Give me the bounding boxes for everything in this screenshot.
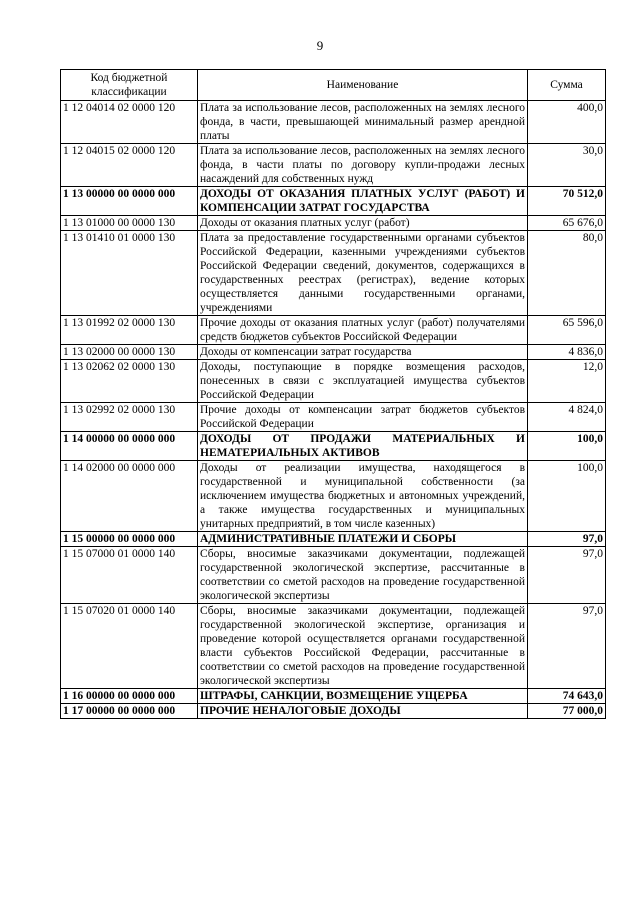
table-row: [61, 360, 606, 403]
row-name: Доходы от реализации имущества, находящегося в государственной и муниципальной собственности (за исключением имущества бюджетных и автономных учреждений, а также имущества государственных и муниципальных унитарных предприятий, в том числе казенных): [198, 461, 528, 532]
header-sum: Сумма: [528, 70, 606, 101]
header-code: Код бюджетной классификации: [61, 70, 198, 101]
table-row: [61, 604, 606, 689]
row-sum: 65 676,0: [528, 216, 606, 231]
row-code: 1 14 00000 00 0000 000: [61, 432, 198, 461]
table-row: [61, 547, 606, 604]
row-name: ПРОЧИЕ НЕНАЛОГОВЫЕ ДОХОДЫ: [198, 704, 528, 719]
table-row: [61, 316, 606, 345]
table-row: [61, 345, 606, 360]
row-sum: 100,0: [528, 432, 606, 461]
row-code: 1 13 02992 02 0000 130: [61, 403, 198, 432]
row-code: 1 13 01410 01 0000 130: [61, 231, 198, 316]
table-row: [61, 144, 606, 187]
row-code: 1 15 07020 01 0000 140: [61, 604, 198, 689]
row-sum: 400,0: [528, 101, 606, 144]
row-name: ШТРАФЫ, САНКЦИИ, ВОЗМЕЩЕНИЕ УЩЕРБА: [198, 689, 528, 704]
table-header-row: [61, 70, 606, 101]
row-sum: 70 512,0: [528, 187, 606, 216]
row-sum: 30,0: [528, 144, 606, 187]
row-sum: 4 824,0: [528, 403, 606, 432]
row-sum: 74 643,0: [528, 689, 606, 704]
row-sum: 100,0: [528, 461, 606, 532]
row-code: 1 17 00000 00 0000 000: [61, 704, 198, 719]
row-sum: 80,0: [528, 231, 606, 316]
row-name: Доходы, поступающие в порядке возмещения расходов, понесенных в связи с эксплуатацией имущества субъектов Российской Федерации: [198, 360, 528, 403]
table-row: [61, 187, 606, 216]
row-code: 1 15 07000 01 0000 140: [61, 547, 198, 604]
budget-table: [60, 69, 606, 719]
row-name: ДОХОДЫ ОТ ПРОДАЖИ МАТЕРИАЛЬНЫХ И НЕМАТЕРИАЛЬНЫХ АКТИВОВ: [198, 432, 528, 461]
row-sum: 77 000,0: [528, 704, 606, 719]
row-sum: 97,0: [528, 547, 606, 604]
row-code: 1 13 00000 00 0000 000: [61, 187, 198, 216]
row-name: Прочие доходы от оказания платных услуг (работ) получателями средств бюджетов субъектов Российской Федерации: [198, 316, 528, 345]
row-sum: 97,0: [528, 532, 606, 547]
row-code: 1 12 04014 02 0000 120: [61, 101, 198, 144]
table-row: [61, 216, 606, 231]
row-code: 1 16 00000 00 0000 000: [61, 689, 198, 704]
table-row: [61, 403, 606, 432]
row-name: АДМИНИСТРАТИВНЫЕ ПЛАТЕЖИ И СБОРЫ: [198, 532, 528, 547]
table-row: [61, 461, 606, 532]
row-sum: 4 836,0: [528, 345, 606, 360]
row-name: Доходы от компенсации затрат государства: [198, 345, 528, 360]
row-sum: 12,0: [528, 360, 606, 403]
row-sum: 65 596,0: [528, 316, 606, 345]
table-row: [61, 101, 606, 144]
table-row: [61, 432, 606, 461]
table-row: [61, 532, 606, 547]
row-sum: 97,0: [528, 604, 606, 689]
row-code: 1 12 04015 02 0000 120: [61, 144, 198, 187]
table-row: [61, 231, 606, 316]
row-name: Сборы, вносимые заказчиками документации, подлежащей государственной экологической экспертизе, рассчитанные в соответствии со сметой расходов на проведение государственной экологической экспертизы: [198, 547, 528, 604]
row-code: 1 14 02000 00 0000 000: [61, 461, 198, 532]
row-code: 1 13 02062 02 0000 130: [61, 360, 198, 403]
row-name: Плата за использование лесов, расположенных на землях лесного фонда, в части, превышающей минимальный размер арендной платы: [198, 101, 528, 144]
row-code: 1 13 02000 00 0000 130: [61, 345, 198, 360]
row-name: ДОХОДЫ ОТ ОКАЗАНИЯ ПЛАТНЫХ УСЛУГ (РАБОТ) И КОМПЕНСАЦИИ ЗАТРАТ ГОСУДАРСТВА: [198, 187, 528, 216]
header-name: Наименование: [198, 70, 528, 101]
row-name: Плата за использование лесов, расположенных на землях лесного фонда, в части платы по договору купли-продажи лесных насаждений для собственных нужд: [198, 144, 528, 187]
row-code: 1 13 01992 02 0000 130: [61, 316, 198, 345]
table-row: [61, 704, 606, 719]
row-name: Прочие доходы от компенсации затрат бюджетов субъектов Российской Федерации: [198, 403, 528, 432]
row-name: Сборы, вносимые заказчиками документации, подлежащей государственной экологической экспертизе, организация и проведение которой осуществляется органами государственной власти субъектов Российской Федерации, рассчитанные в соответствии со сметой расходов на проведение государственной экологической экспертизы: [198, 604, 528, 689]
row-name: Доходы от оказания платных услуг (работ): [198, 216, 528, 231]
page-number: 9: [316, 38, 324, 53]
row-name: Плата за предоставление государственными органами субъектов Российской Федерации, казенными учреждениями субъектов Российской Федерации сведений, документов, содержащихся в государственных реестрах (регистрах), ведение которых осуществляется данными государственными органами, учреждениями: [198, 231, 528, 316]
table-row: [61, 689, 606, 704]
row-code: 1 15 00000 00 0000 000: [61, 532, 198, 547]
row-code: 1 13 01000 00 0000 130: [61, 216, 198, 231]
